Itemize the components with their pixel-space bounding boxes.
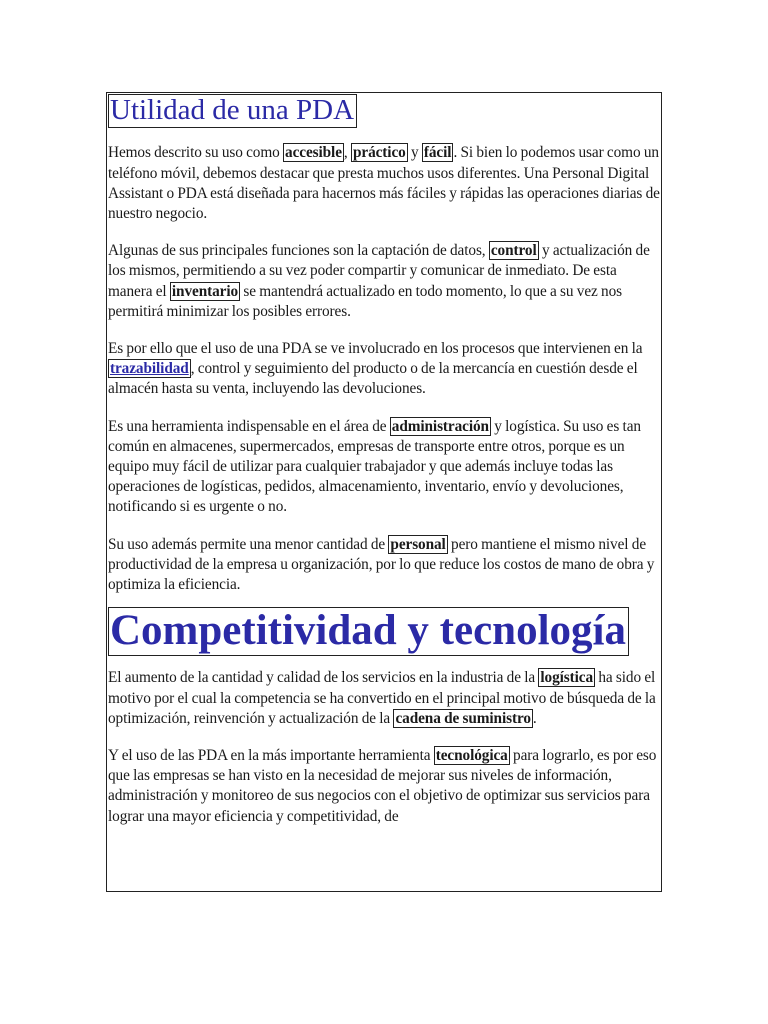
keyword-inventario: inventario [171,282,239,300]
text-run: se mantendrá actualizado en todo momento, lo que a su vez nos permitirá minimizar los posibles errores. [108,282,622,320]
text-run: Y el uso de las PDA en la más importante herramienta [108,747,434,765]
text-run: Hemos descrito su uso como [108,144,284,162]
paragraph-herramienta [108,417,662,518]
paragraph-personal [108,535,662,596]
keyword-administracion: administración [391,417,489,435]
heading-competitividad: Competitividad y tecnología [108,607,629,656]
text-run: El aumento de la cantidad y calidad de los servicios en la industria de la [108,669,539,687]
keyword-cadena-suministro: cadena de suministro [395,709,531,727]
text-run: Es por ello que el uso de una PDA se ve involucrado en los procesos que intervienen en la [108,340,643,358]
text-run: , control y seguimiento del producto o de la mercancía en cuestión desde el almacén hasta su venta, incluyendo las devoluciones. [108,360,638,398]
paragraph-uso-pda-tecnologica [108,746,662,827]
heading-utilidad-pda: Utilidad de una PDA [108,94,357,128]
keyword-accesible: accesible [285,144,342,162]
text-run: ha sido el motivo por el cual la competencia se ha convertido en el principal motivo de búsqueda de la optimización, reinvención y actualización de la [108,669,656,727]
paragraph-uso-pda [108,143,662,224]
keyword-logistica: logística [540,669,594,687]
link-trazabilidad[interactable]: trazabilidad [110,360,189,378]
text-run: Es una herramienta indispensable en el área de [108,417,390,435]
keyword-control: control [490,242,537,260]
text-run: para lograrlo, es por eso que las empresas se han visto en la necesidad de mejorar sus niveles de información, administración y monitoreo de sus negocios con el objetivo de optimizar sus servicios para lograr una mayor eficiencia y competitividad, de [108,747,657,825]
text-run: . [532,709,537,727]
keyword-personal: personal [390,535,446,553]
text-run: pero mantiene el mismo nivel de productividad de la empresa u organización, por lo que reduce los costos de mano de obra y optimiza la eficiencia. [108,535,655,594]
paragraph-trazabilidad [108,339,662,400]
text-run: , [343,144,351,162]
paragraph-aumento [108,668,662,729]
keyword-facil: fácil [423,144,452,162]
paragraph-funciones [108,241,662,322]
text-run: Su uso además permite una menor cantidad de [108,535,389,553]
text-run: Algunas de sus principales funciones son la captación de datos, [108,242,489,260]
document-content [107,93,662,827]
text-run: . Si bien lo podemos usar como un teléfono móvil, debemos destacar que presta muchos usos diferentes. Una Personal Digital Assistant o PDA está diseñada para hacernos más fáciles y rápidas las operaciones diarias de nuestro negocio. [108,144,660,223]
text-run: y logística. Su uso es tan común en almacenes, supermercados, empresas de transporte entre otros, porque es un equipo muy fácil de utilizar para cualquier trabajador y que además incluye todas las operaciones de logísticas, pedidos, almacenamiento, inventario, envío y devoluciones, notificando si es urgente o no. [108,417,641,516]
keyword-practico: práctico [352,144,406,162]
text-run: y [407,144,422,162]
keyword-tecnologica: tecnológica [435,747,508,765]
text-run: y actualización de los mismos, permitiendo a su vez poder compartir y comunicar de inmediato. De esta manera el [108,242,650,300]
document-page [106,92,662,892]
